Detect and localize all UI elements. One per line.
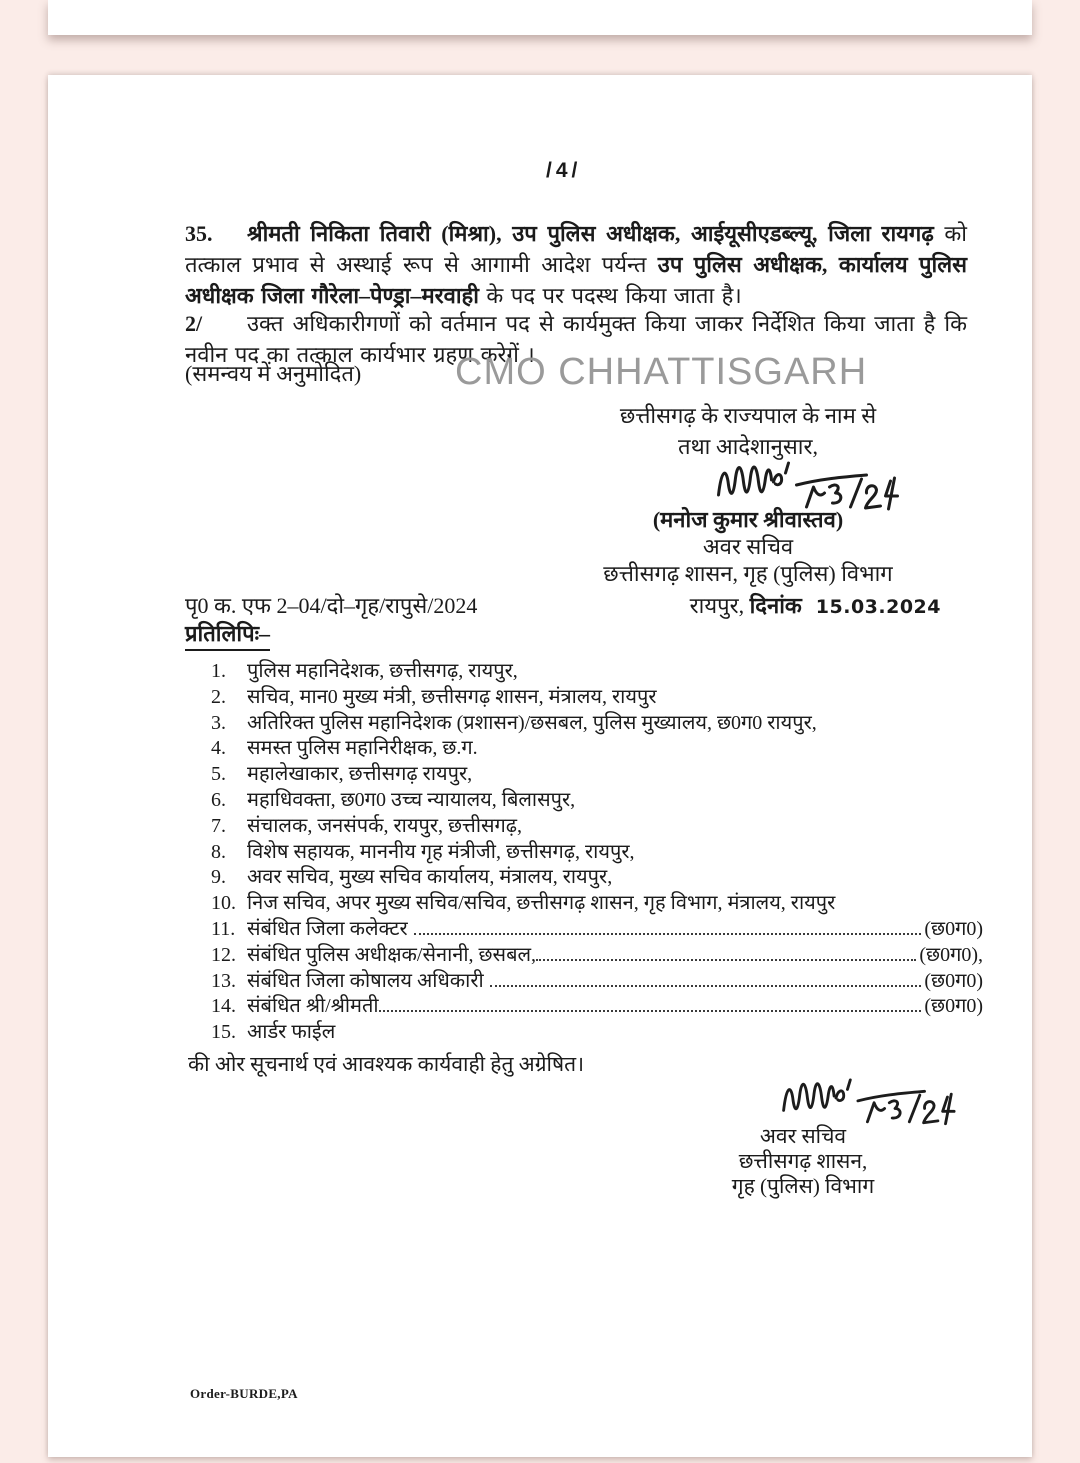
dotted-leader — [536, 959, 916, 961]
copy-item-6 — [211, 788, 983, 814]
copy-item-2 — [211, 685, 983, 711]
copy-item-text: विशेष सहायक, माननीय गृह मंत्रीजी, छत्तीसगढ़, रायपुर, — [247, 840, 635, 863]
footer-note: Order-BURDE,PA — [190, 1386, 298, 1401]
copy-item-15 — [211, 1020, 983, 1046]
copy-item-3 — [211, 711, 983, 737]
copy-item-4 — [211, 736, 983, 762]
copy-item-text: संबंधित श्री/श्रीमती — [247, 995, 379, 1018]
copies-list — [211, 659, 983, 1046]
copy-item-text: महालेखाकार, छत्तीसगढ़ रायपुर, — [247, 763, 473, 786]
paragraph-2-number: 2/ — [185, 311, 203, 336]
closing-line: की ओर सूचनार्थ एवं आवश्यक कार्यवाही हेतु अग्रेषित। — [188, 1052, 585, 1076]
paragraph-2-text: उक्त अधिकारीगणों को वर्तमान पद से कार्यमुक्त किया जाकर निर्देशित किया जाता है कि नवीन पद का तत्काल कार्यभार ग्रहण करेगें । — [185, 311, 967, 367]
copy-item-text: महाधिवक्ता, छ0ग0 उच्च न्यायालय, बिलासपुर, — [247, 788, 576, 811]
copies-heading: प्रतिलिपिः– — [185, 618, 270, 651]
copy-item-number: 9. — [211, 866, 226, 889]
footer-signatory-block — [633, 1124, 973, 1199]
copy-item-number: 2. — [211, 685, 226, 708]
copy-item-5 — [211, 762, 983, 788]
signatory-block — [508, 506, 988, 587]
copy-item-text: निज सचिव, अपर मुख्य सचिव/सचिव, छत्तीसगढ़ शासन, गृह विभाग, मंत्रालय, रायपुर — [247, 892, 836, 915]
page-number: /4/ — [546, 159, 582, 182]
paragraph-35-segment-bold-1: श्रीमती निकिता तिवारी (मिश्रा), उप पुलिस अधीक्षक, आईयूसीएडब्ल्यू, जिला रायगढ़ — [247, 221, 934, 246]
copy-item-number: 5. — [211, 763, 226, 786]
paragraph-35 — [185, 218, 967, 311]
signatory-name: (मनोज कुमार श्रीवास्तव) — [652, 507, 844, 532]
paragraph-35-segment-4: के पद पर पदस्थ किया जाता है। — [478, 283, 742, 308]
copy-item-10 — [211, 891, 983, 917]
copy-item-1 — [211, 659, 983, 685]
copy-item-number: 12. — [211, 943, 236, 966]
paragraph-35-segment-2: को तत्काल प्रभाव से अस्थाई रूप से आगामी आदेश पर्यन्त — [185, 221, 967, 277]
dotted-leader — [414, 933, 922, 935]
footer-signatory-line-3: गृह (पुलिस) विभाग — [731, 1174, 875, 1198]
copy-item-text: अवर सचिव, मुख्य सचिव कार्यालय, मंत्रालय, रायपुर, — [247, 866, 613, 889]
dotted-leader — [490, 985, 922, 987]
place-date — [690, 590, 941, 620]
previous-page-bottom-edge — [48, 0, 1032, 35]
copy-item-number: 10. — [211, 892, 236, 915]
file-number: पृ0 क. एफ 2–04/दो–गृह/रापुसे/2024 — [185, 593, 478, 618]
copy-item-suffix: (छ0ग0) — [924, 995, 983, 1018]
copy-item-9 — [211, 865, 983, 891]
document-page — [48, 75, 1032, 1457]
copy-item-number: 7. — [211, 814, 226, 837]
authority-line-2: तथा आदेशानुसार, — [678, 434, 818, 459]
copy-item-text: अतिरिक्त पुलिस महानिदेशक (प्रशासन)/छसबल, पुलिस मुख्यालय, छ0ग0 रायपुर, — [247, 711, 817, 734]
authority-line-1: छत्तीसगढ़ के राज्यपाल के नाम से — [619, 403, 877, 428]
copy-item-number: 6. — [211, 788, 226, 811]
copy-item-text: संबंधित पुलिस अधीक्षक/सेनानी, छसबल, — [247, 943, 537, 966]
copy-item-text: संचालक, जनसंपर्क, रायपुर, छत्तीसगढ़, — [247, 814, 523, 837]
signatory-designation: अवर सचिव — [702, 534, 794, 559]
footer-signatory-designation: अवर सचिव — [759, 1124, 847, 1148]
copy-item-number: 15. — [211, 1021, 236, 1044]
copy-item-text: पुलिस महानिदेशक, छत्तीसगढ़, रायपुर, — [247, 660, 518, 682]
copy-item-suffix: (छ0ग0) — [924, 969, 983, 992]
reference-line — [185, 590, 971, 620]
copy-item-text: संबंधित जिला कलेक्टर — [247, 917, 408, 940]
signature-scribble — [708, 453, 923, 511]
footer-signature-scribble — [776, 1067, 976, 1129]
copy-item-number: 13. — [211, 969, 236, 992]
place-label: रायपुर, — [689, 593, 745, 618]
paragraph-35-number: 35. — [185, 221, 213, 246]
signatory-department: छत्तीसगढ़ शासन, गृह (पुलिस) विभाग — [603, 561, 893, 586]
copy-item-number: 3. — [211, 711, 226, 734]
copy-item-number: 1. — [211, 660, 226, 682]
dotted-leader — [379, 1010, 922, 1012]
copy-item-13 — [211, 969, 983, 995]
copy-item-text: आर्डर फाईल — [247, 1021, 336, 1044]
copy-item-suffix: (छ0ग0) — [924, 917, 983, 940]
date-value: 15.03.2024 — [815, 596, 941, 618]
copy-item-text: सचिव, मान0 मुख्य मंत्री, छत्तीसगढ़ शासन, मंत्रालय, रायपुर — [247, 685, 657, 708]
copy-item-7 — [211, 814, 983, 840]
copy-item-number: 4. — [211, 737, 226, 760]
copy-item-number: 8. — [211, 840, 226, 863]
footer-signatory-line-2: छत्तीसगढ़ शासन, — [738, 1149, 868, 1173]
copy-item-11 — [211, 917, 983, 943]
date-label: दिनांक — [749, 593, 802, 618]
copy-item-suffix: (छ0ग0), — [919, 943, 983, 966]
copy-item-number: 14. — [211, 995, 236, 1018]
copy-item-14 — [211, 994, 983, 1020]
copy-item-number: 11. — [211, 917, 236, 940]
approval-note: (समन्वय में अनुमोदित) — [185, 361, 362, 386]
copy-item-8 — [211, 840, 983, 866]
cmo-watermark: CMO CHHATTISGARH — [455, 351, 868, 393]
copy-item-text: संबंधित जिला कोषालय अधिकारी — [247, 969, 484, 992]
paragraph-35-segment-bold-3: उप पुलिस अधीक्षक, कार्यालय पुलिस अधीक्षक जिला गौरेला–पेण्ड्रा–मरवाही — [185, 252, 968, 308]
copy-item-12 — [211, 943, 983, 969]
copy-item-text: समस्त पुलिस महानिरीक्षक, छ.ग. — [247, 737, 478, 760]
